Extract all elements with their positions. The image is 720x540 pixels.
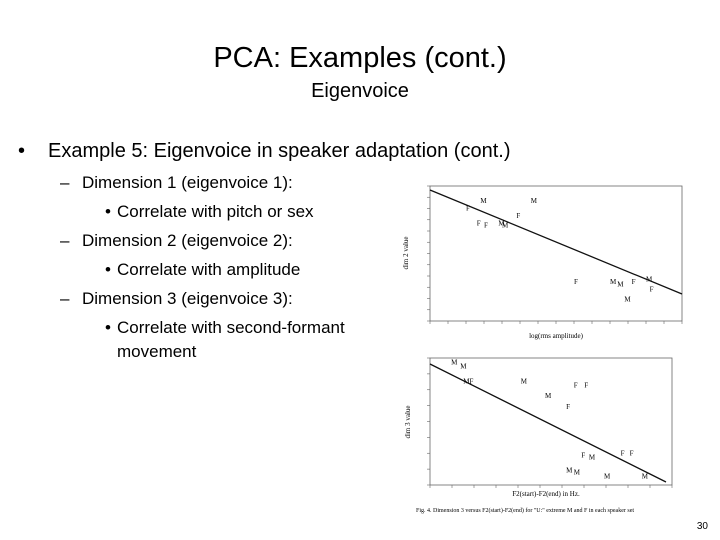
slide-subtitle: Eigenvoice bbox=[311, 80, 409, 102]
data-point: F bbox=[620, 449, 625, 458]
data-point: M bbox=[530, 197, 538, 206]
data-point: F bbox=[581, 451, 586, 460]
data-point: M bbox=[460, 362, 467, 371]
figure-dim2 bbox=[396, 178, 686, 343]
bullet-dot-icon: • bbox=[18, 140, 26, 162]
dimension-desc-text: Correlate with second-formant bbox=[117, 318, 345, 337]
dimension-desc-text: Correlate with pitch or sex bbox=[117, 202, 314, 221]
data-point: M bbox=[588, 453, 596, 462]
bullet-dot-icon: • bbox=[105, 318, 111, 337]
data-points bbox=[451, 358, 649, 480]
dimension-desc-cont: movement bbox=[117, 342, 197, 361]
dash-icon: – bbox=[60, 289, 70, 308]
x-axis-label: log(rms amplitude) bbox=[529, 332, 583, 340]
figure-caption: Fig. 4. Dimension 3 versus F2(start)-F2(end) for "U:" extreme M and F in each speaker set bbox=[416, 508, 635, 514]
data-point: F bbox=[574, 278, 578, 287]
data-point: M bbox=[544, 392, 552, 401]
data-point: M bbox=[480, 197, 487, 206]
data-point: F bbox=[649, 285, 654, 294]
slide-title: PCA: Examples (cont.) bbox=[213, 42, 507, 74]
data-point: F bbox=[484, 221, 488, 230]
data-points bbox=[466, 197, 654, 303]
main-bullet-text: Example 5: Eigenvoice in speaker adaptation (cont.) bbox=[48, 140, 511, 162]
bullet-dot-icon: • bbox=[105, 202, 111, 221]
data-point: F bbox=[573, 381, 578, 390]
data-point: F bbox=[629, 449, 634, 458]
data-point: M bbox=[566, 466, 573, 475]
data-point: M bbox=[502, 221, 509, 230]
data-point: F bbox=[516, 211, 521, 220]
figure-dim3 bbox=[396, 350, 686, 525]
dimension-desc bbox=[105, 202, 314, 222]
dimension-item bbox=[60, 173, 293, 193]
y-axis-label: dim 3 value bbox=[404, 405, 412, 439]
data-point: M bbox=[646, 275, 653, 284]
dimension-desc bbox=[105, 318, 345, 338]
x-axis-label: F2(start)-F2(end) in Hz. bbox=[512, 490, 580, 498]
data-point: M bbox=[603, 472, 611, 481]
data-point: M bbox=[641, 472, 648, 481]
data-point: F bbox=[466, 204, 470, 213]
dimension-item bbox=[60, 289, 293, 309]
data-point: F bbox=[631, 278, 636, 287]
dimension-desc-text: Correlate with amplitude bbox=[117, 260, 301, 279]
dimension-label: Dimension 1 (eigenvoice 1): bbox=[82, 173, 293, 192]
data-point: M bbox=[498, 219, 505, 228]
data-point: M bbox=[573, 468, 580, 477]
dimension-item bbox=[60, 231, 293, 251]
dash-icon: – bbox=[60, 173, 70, 192]
dash-icon: – bbox=[60, 231, 70, 250]
data-point: F bbox=[566, 402, 571, 411]
data-point: M bbox=[624, 295, 631, 304]
dimension-desc bbox=[105, 260, 300, 280]
bullet-dot-icon: • bbox=[105, 260, 111, 279]
data-point: M bbox=[610, 278, 617, 287]
data-point: F bbox=[584, 381, 589, 390]
dimension-label: Dimension 2 (eigenvoice 2): bbox=[82, 231, 293, 250]
page-number: 30 bbox=[696, 521, 708, 532]
main-bullet bbox=[18, 140, 511, 163]
data-point: M bbox=[451, 358, 458, 367]
y-axis-label: dim 2 value bbox=[402, 236, 410, 270]
data-point: MF bbox=[463, 377, 474, 386]
data-point: M bbox=[520, 377, 527, 386]
dimension-label: Dimension 3 (eigenvoice 3): bbox=[82, 289, 293, 308]
data-point: F bbox=[476, 219, 481, 228]
data-point: M bbox=[617, 280, 624, 289]
